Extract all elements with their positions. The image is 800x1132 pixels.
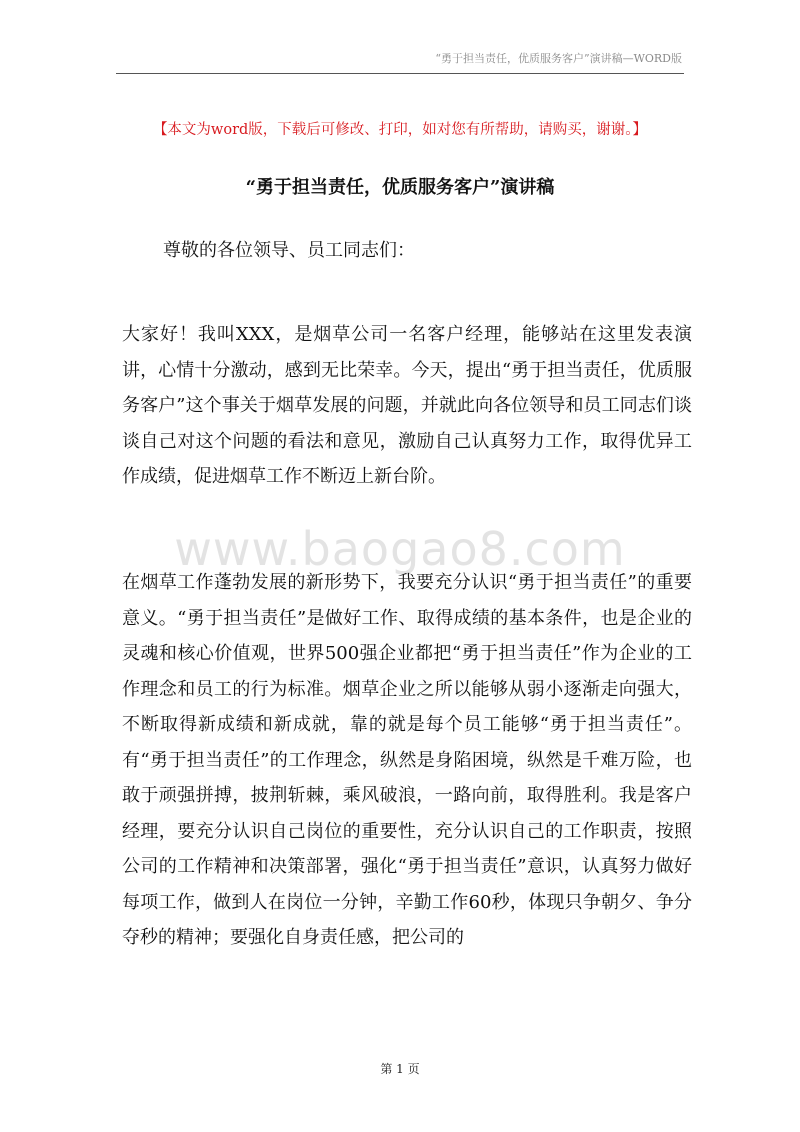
running-header: “勇于担当责任，优质服务客户”演讲稿—WORD版 bbox=[435, 52, 682, 65]
header-divider bbox=[116, 73, 684, 74]
watermark: www.baogao8.com bbox=[174, 522, 626, 576]
body-paragraph-2: 在烟草工作蓬勃发展的新形势下，我要充分认识“勇于担当责任”的重要意义。“勇于担当责任”是做好工作、取得成绩的基本条件，也是企业的灵魂和核心价值观，世界500强企业都把“勇于担当责任”作为企业的工作理念和员工的行为标准。烟草企业之所以能够从弱小逐渐走向强大，不断取得新成绩和新成就，靠的就是每个员工能够“勇于担当责任”。有“勇于担当责任”的工作理念，纵然是身陷困境，纵然是千难万险，也敢于顽强拼搏，披荆斩棘，乘风破浪，一路向前，取得胜利。我是客户经理，要充分认识自己岗位的重要性，充分认识自己的工作职责，按照公司的工作精神和决策部署，强化“勇于担当责任”意识，认真努力做好每项工作，做到人在岗位一分钟，辛勤工作60秒，体现只争朝夕、争分夺秒的精神；要强化自身责任感，把公司的 bbox=[122, 572, 692, 948]
salutation: 尊敬的各位领导、员工同志们： bbox=[163, 240, 415, 261]
page-number: 第 1 页 bbox=[380, 1062, 420, 1076]
purchase-notice: 【本文为word版，下载后可修改、打印，如对您有所帮助，请购买，谢谢。】 bbox=[152, 122, 648, 138]
document-title: “勇于担当责任，优质服务客户”演讲稿 bbox=[245, 177, 555, 198]
body-paragraph-1: 大家好！我叫XXX，是烟草公司一名客户经理，能够站在这里发表演讲，心情十分激动，感到无比荣幸。今天，提出“勇于担当责任，优质服务客户”这个事关于烟草发展的问题，并就此向各位领导和员工同志们谈谈自己对这个问题的看法和意见，激励自己认真努力工作，取得优异工作成绩，促进烟草工作不断迈上新台阶。 bbox=[122, 324, 692, 487]
